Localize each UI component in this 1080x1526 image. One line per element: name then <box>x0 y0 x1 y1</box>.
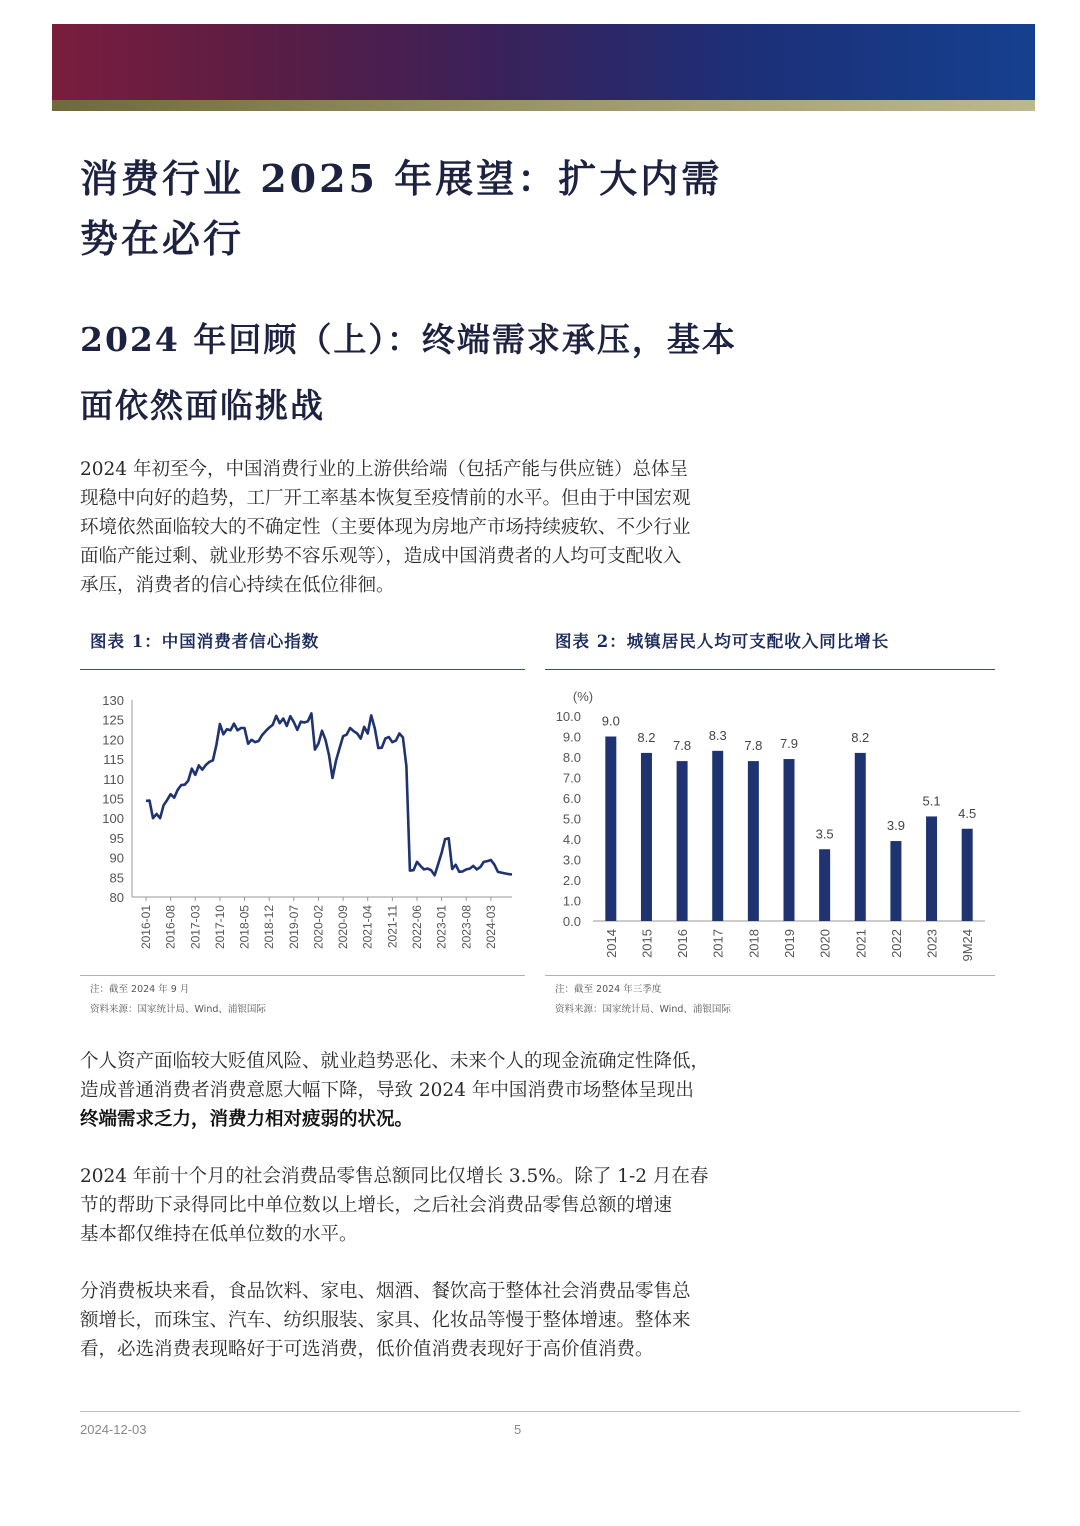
x-tick-label: 2023 <box>924 929 940 958</box>
figure1-source: 资料来源：国家统计局、Wind、浦银国际 <box>90 1004 266 1015</box>
bar-value-label: 9.0 <box>601 713 620 729</box>
x-tick-label: 2021-04 <box>360 905 375 950</box>
figure2-title: 图表 2：城镇居民人均可支配收入同比增长 <box>555 632 890 651</box>
paragraph-line: 造成普通消费者消费意愿大幅下降，导致 2024 年中国消费市场整体呈现出 <box>80 1080 694 1101</box>
paragraph-bold-text: 终端需求乏力，消费力相对疲弱的状况。 <box>80 1109 414 1130</box>
bar <box>641 753 652 921</box>
footer-date: 2024-12-03 <box>80 1422 147 1437</box>
disposable-income-chart <box>545 684 995 974</box>
paragraph-4 <box>80 1277 800 1364</box>
y-tick-label: 80 <box>109 890 124 905</box>
y-tick-label: 2.0 <box>562 873 581 888</box>
section-heading-line1: 2024 年回顾（上）：终端需求承压，基本 <box>80 320 737 359</box>
y-tick-label: 0.0 <box>562 914 581 929</box>
x-tick-label: 2023-08 <box>459 905 474 950</box>
y-tick-label: 125 <box>102 712 124 728</box>
paragraph-line: 看，必选消费表现略好于可选消费，低价值消费表现好于高价值消费。 <box>80 1339 654 1360</box>
y-tick-label: 90 <box>109 850 124 866</box>
x-tick-label: 2021 <box>853 929 869 958</box>
x-tick-label: 2022 <box>888 929 904 958</box>
bar-value-label: 7.8 <box>744 738 763 754</box>
x-tick-label: 2018-12 <box>262 905 277 950</box>
consumer-confidence-chart <box>80 684 525 974</box>
y-tick-label: 4.0 <box>562 832 581 847</box>
bar <box>855 753 866 921</box>
x-tick-label: 2018-05 <box>237 905 252 950</box>
y-tick-label: 130 <box>102 693 124 708</box>
intro-line: 2024 年初至今，中国消费行业的上游供给端（包括产能与供应链）总体呈 <box>80 459 688 480</box>
intro-paragraph <box>80 455 800 600</box>
paragraph-line <box>80 1105 800 1134</box>
x-tick-label: 2020-09 <box>336 905 351 950</box>
paragraph-line: 2024 年前十个月的社会消费品零售总额同比仅增长 3.5%。除了 1-2 月在春 <box>80 1166 709 1187</box>
x-tick-label: 2016-08 <box>163 905 178 950</box>
bar-value-label: 7.8 <box>673 738 692 754</box>
x-tick-label: 2020 <box>817 929 833 958</box>
bar <box>819 849 830 921</box>
paragraph-line: 基本都仅维持在低单位数的水平。 <box>80 1224 358 1245</box>
x-tick-label: 2014 <box>603 929 619 958</box>
y-tick-label: 100 <box>102 811 124 827</box>
x-tick-label: 2019 <box>782 929 797 958</box>
bar-value-label: 7.9 <box>779 736 799 752</box>
x-tick-label: 2022-06 <box>409 905 424 950</box>
y-tick-label: 120 <box>102 732 124 748</box>
x-tick-label: 2021-11 <box>385 905 400 949</box>
y-tick-label: 7.0 <box>562 770 581 786</box>
bar <box>784 759 795 921</box>
y-tick-label: 105 <box>102 791 124 807</box>
paragraph-line: 节的帮助下录得同比中单位数以上增长，之后社会消费品零售总额的增速 <box>80 1195 673 1216</box>
bar <box>926 816 937 921</box>
footer-rule <box>80 1411 1020 1412</box>
figure2-note: 注：截至 2024 年三季度 <box>555 984 662 995</box>
x-tick-label: 2016 <box>675 929 691 958</box>
intro-line: 面临产能过剩、就业形势不容乐观等），造成中国消费者的人均可支配收入 <box>80 546 682 567</box>
y-tick-label: 95 <box>109 830 124 846</box>
y-tick-label: 8.0 <box>562 750 581 765</box>
bar <box>677 761 688 921</box>
y-axis-unit-label: (%) <box>572 689 594 704</box>
intro-line: 现稳中向好的趋势，工厂开工率基本恢复至疫情前的水平。但由于中国宏观 <box>80 488 691 509</box>
x-tick-label: 2017-10 <box>212 905 227 950</box>
x-tick-label: 2017-03 <box>188 905 203 950</box>
bar-value-label: 8.3 <box>708 727 727 743</box>
x-tick-label: 2017 <box>710 929 726 958</box>
y-tick-label: 3.0 <box>562 852 581 868</box>
confidence-index-line <box>146 713 512 875</box>
x-tick-label: 2015 <box>639 929 655 958</box>
figure1-title: 图表 1：中国消费者信心指数 <box>90 632 320 651</box>
section-heading-line2: 面依然面临挑战 <box>80 386 325 425</box>
paragraph-line: 分消费板块来看，食品饮料、家电、烟酒、餐饮高于整体社会消费品零售总 <box>80 1281 691 1302</box>
header-banner-stripe <box>52 100 1035 111</box>
figure2-source: 资料来源：国家统计局、Wind、浦银国际 <box>555 1004 731 1015</box>
header-banner <box>52 24 1035 100</box>
page-title-line1: 消费行业 2025 年展望：扩大内需 <box>80 156 723 201</box>
y-tick-label: 10.0 <box>555 709 581 724</box>
x-tick-label: 2018 <box>746 929 762 958</box>
y-tick-label: 6.0 <box>562 791 581 806</box>
bar-value-label: 4.5 <box>958 805 977 821</box>
figure1-note: 注：截至 2024 年 9 月 <box>90 984 190 995</box>
bar-value-label: 5.1 <box>922 793 941 809</box>
figure2-bottom-rule <box>545 975 995 976</box>
y-tick-label: 9.0 <box>562 729 581 745</box>
y-tick-label: 1.0 <box>562 893 581 909</box>
paragraph-2 <box>80 1047 800 1134</box>
paragraph-3 <box>80 1162 800 1249</box>
x-tick-label: 9M24 <box>960 929 976 962</box>
figure1-top-rule <box>80 669 525 670</box>
bar-value-label: 3.5 <box>815 826 834 842</box>
x-tick-label: 2024-03 <box>483 905 498 950</box>
bar <box>890 841 901 921</box>
figure2-top-rule <box>545 669 995 670</box>
figure1-bottom-rule <box>80 975 525 976</box>
y-tick-label: 115 <box>103 752 124 768</box>
intro-line: 环境依然面临较大的不确定性（主要体现为房地产市场持续疲软、不少行业 <box>80 517 691 538</box>
page-number: 5 <box>514 1422 522 1437</box>
intro-line: 承压，消费者的信心持续在低位徘徊。 <box>80 575 395 596</box>
x-tick-label: 2023-01 <box>434 905 449 950</box>
page-title-line2: 势在必行 <box>80 216 245 261</box>
y-tick-label: 5.0 <box>562 811 581 827</box>
paragraph-line: 个人资产面临较大贬值风险、就业趋势恶化、未来个人的现金流确定性降低， <box>80 1051 710 1072</box>
x-tick-label: 2016-01 <box>139 905 153 950</box>
bar <box>712 751 723 921</box>
x-tick-label: 2020-02 <box>311 905 326 950</box>
paragraph-line: 额增长，而珠宝、汽车、纺织服装、家具、化妆品等慢于整体增速。整体来 <box>80 1310 691 1331</box>
bar <box>962 829 973 921</box>
bar-value-label: 3.9 <box>886 818 905 834</box>
bar-value-label: 8.2 <box>851 729 870 745</box>
x-tick-label: 2019-07 <box>286 905 301 950</box>
bar-value-label: 8.2 <box>637 729 656 745</box>
bar <box>748 761 759 921</box>
y-tick-label: 85 <box>109 870 124 886</box>
bar <box>605 737 616 922</box>
y-tick-label: 110 <box>103 771 124 787</box>
